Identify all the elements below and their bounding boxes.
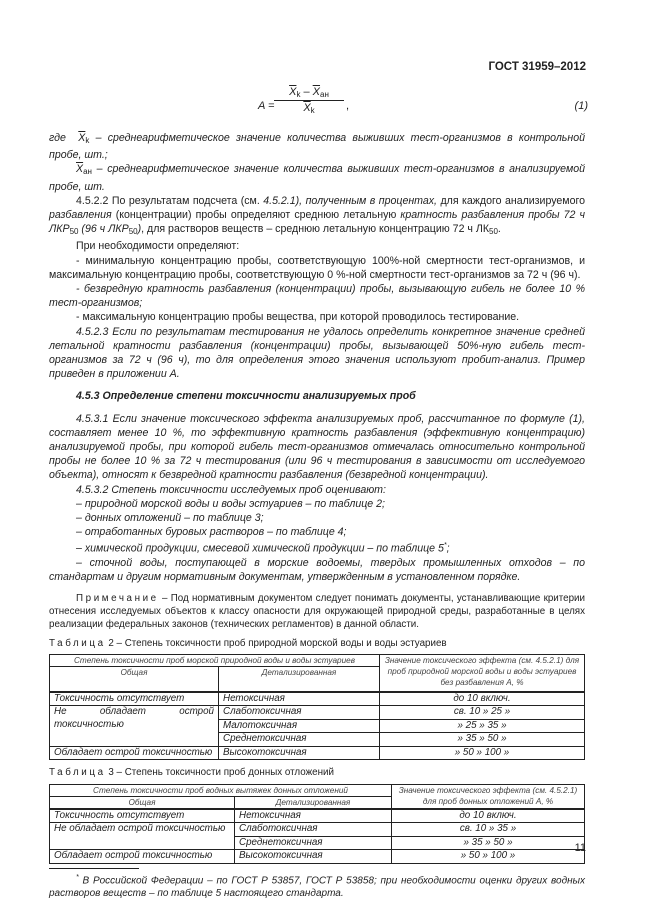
table-row (50, 692, 585, 706)
cell-value: св. 10 » 25 » (380, 706, 585, 720)
list-item-sediments: – донных отложений – по таблице 3; (76, 512, 264, 525)
formula-1 (258, 86, 588, 130)
table-2-detailed-header: Детализированная (219, 666, 380, 692)
table-3-caption: Таблица 3 – Степень токсичности проб донных отложений (49, 767, 334, 779)
formula-numerator: $\overline{X}_k - \overline{X}_{ан}$ (274, 86, 344, 101)
paragraph-4-5-2-2: 4.5.2.2 По результатам подсчета (см. 4.5.2.1), полученным в процентах, для каждого анализируемого разбавления (концентрации) пробы определяют среднюю летальную кратность разбавления пробы 72 ч $ЛКР_{50}$ (96 ч $ЛКР_{50}$), для растворов веществ – среднюю летальную концентрацию 72 ч $ЛК_{50}$. (49, 194, 585, 237)
list-item-chemicals: – химической продукции, смесевой химической продукции – по таблице 5*; (76, 542, 450, 556)
list-item-sea-water: – природной морской воды и воды эстуариев – по таблице 2; (76, 497, 385, 510)
list-item-drilling-fluids: – отработанных буровых растворов – по таблице 4; (76, 526, 347, 539)
formula-comma: , (346, 100, 350, 112)
table-3-detailed-header: Детализированная (235, 796, 392, 809)
formula-fraction (274, 86, 344, 115)
page-number: 11 (574, 842, 586, 854)
table-3-group-header: Степень токсичности проб водных вытяжек донных отложений (50, 784, 392, 796)
cell-general: Не обладает острой токсичностью (50, 706, 219, 747)
cell-value: » 35 » 50 » (380, 733, 585, 747)
table-row (50, 850, 585, 864)
paragraph-4-5-3-1: 4.5.3.1 Если значение токсического эффекта анализируемых проб, рассчитанное по формуле (1), составляет менее 10 %, то эффективную кратность разбавления (эффективную концентрацию) анализируемой пробы, при которой гибель тест-организмов отмечалась относительно контрольной пробы не более 10 % за 72 ч тестирования (или 96 ч тестирования в зависимости от исследуемого объекта), относят к безвредной кратности разбавления (безвредной концентрации). (49, 412, 585, 482)
table-3-general-header: Общая (50, 796, 235, 809)
cell-value: до 10 включ. (392, 809, 585, 823)
formula-denominator: $\overline{X}_k$ (303, 102, 315, 115)
document-body (49, 131, 585, 901)
table-2-general-header: Общая (50, 666, 219, 692)
list-item-safe-dilution: - безвредную кратность разбавления (концентрации) пробы, вызывающую гибель не более 10 % тест-организмов; (49, 283, 585, 310)
cell-value: св. 10 » 35 » (392, 823, 585, 837)
cell-detailed: Слаботоксичная (235, 823, 392, 837)
section-heading-4-5-3: 4.5.3 Определение степени токсичности анализируемых проб (76, 390, 416, 403)
cell-value: » 50 » 100 » (380, 746, 585, 760)
cell-detailed: Малотоксичная (219, 719, 380, 733)
formula-number: (1) (574, 100, 588, 112)
cell-detailed: Нетоксичная (219, 692, 380, 706)
cell-value: до 10 включ. (380, 692, 585, 706)
standard-id-header: ГОСТ 31959–2012 (488, 61, 586, 73)
cell-detailed: Нетоксичная (235, 809, 392, 823)
cell-value: » 50 » 100 » (392, 850, 585, 864)
table-2-value-header: Значение токсического эффекта (см. 4.5.2.1) для проб природной морской воды и воды эстуариев без разбавления А, % (380, 654, 585, 692)
definition-xk: где $\overline{X}_k$ – среднеарифметическое значение количества выживших тест-организмов в контрольной пробе, шт.; (49, 132, 585, 162)
list-item-max-concentration: - максимальную концентрацию пробы вещества, при которой проводилось тестирование. (76, 311, 520, 324)
paragraph-4-5-3-2: 4.5.3.2 Степень токсичности исследуемых проб оценивают: (76, 483, 386, 496)
footnote: * В Российской Федерации – по ГОСТ Р 53857, ГОСТ Р 53858; при необходимости оценки других водных растворов веществ – по таблице 5 настоящего стандарта. (49, 873, 585, 900)
table-3 (49, 784, 585, 864)
cell-detailed: Среднетоксичная (219, 733, 380, 747)
list-item-min-concentration: - минимальную концентрацию пробы, соответствующую 100%-ной смертности тест-организмов, и максимальную концентрацию пробы, соответствующую 0 %-ной смертности тест-организмов за 72 ч (96 ч). (49, 254, 585, 281)
cell-general: Токсичность отсутствует (50, 809, 235, 823)
footnote-divider (49, 868, 139, 869)
formula-lhs: A = (258, 100, 275, 112)
table-3-value-header: Значение токсического эффекта (см. 4.5.2.1) для проб донных отложений А, % (392, 784, 585, 809)
cell-value: » 25 » 35 » (380, 719, 585, 733)
cell-detailed: Слаботоксичная (219, 706, 380, 720)
cell-detailed: Высокотоксичная (219, 746, 380, 760)
cell-detailed: Среднетоксичная (235, 836, 392, 850)
list-item-wastewater: – сточной воды, поступающей в морские водоемы, твердых промышленных отходов – по стандартам и другим нормативным документам, утвержденным в установленном порядке. (49, 557, 585, 584)
table-2-caption: Таблица 2 – Степень токсичности проб природной морской воды и воды эстуариев (49, 637, 447, 649)
table-2 (49, 654, 585, 761)
definition-xan: $\overline{X}_{ан}$ – среднеарифметическое значение количества выживших тест-организмов в анализируемой пробе, шт. (49, 163, 585, 193)
table-row (50, 823, 585, 837)
cell-general: Токсичность отсутствует (50, 692, 219, 706)
note: Примечание – Под нормативным документом следует понимать документы, устанавливающие критерии отнесения исследуемых объектов к классу опасности для окружающей природной среды, разработанные в целях реализации федеральных законов (технических регламентов) в данной области. (49, 592, 585, 630)
table-row (50, 706, 585, 720)
cell-general: Не обладает острой токсичностью (50, 823, 235, 850)
cell-general: Обладает острой токсичностью (50, 746, 219, 760)
cell-value: » 35 » 50 » (392, 836, 585, 850)
paragraph-4-5-2-3: 4.5.2.3 Если по результатам тестирования не удалось определить конкретное значение средней летальной кратности разбавления (концентрации) пробы, вызывающей 50%-ную гибель тест-организмов за 72 ч (96 ч), то для определения этого значения используют пробит-анализ. Пример приведен в приложении А. (49, 325, 585, 381)
table-2-group-header: Степень токсичности проб морской природной воды и воды эстуариев (50, 654, 380, 666)
cell-detailed: Высокотоксичная (235, 850, 392, 864)
cell-general: Обладает острой токсичностью (50, 850, 235, 864)
table-row (50, 809, 585, 823)
table-row (50, 746, 585, 760)
paragraph-need: При необходимости определяют: (76, 240, 240, 253)
